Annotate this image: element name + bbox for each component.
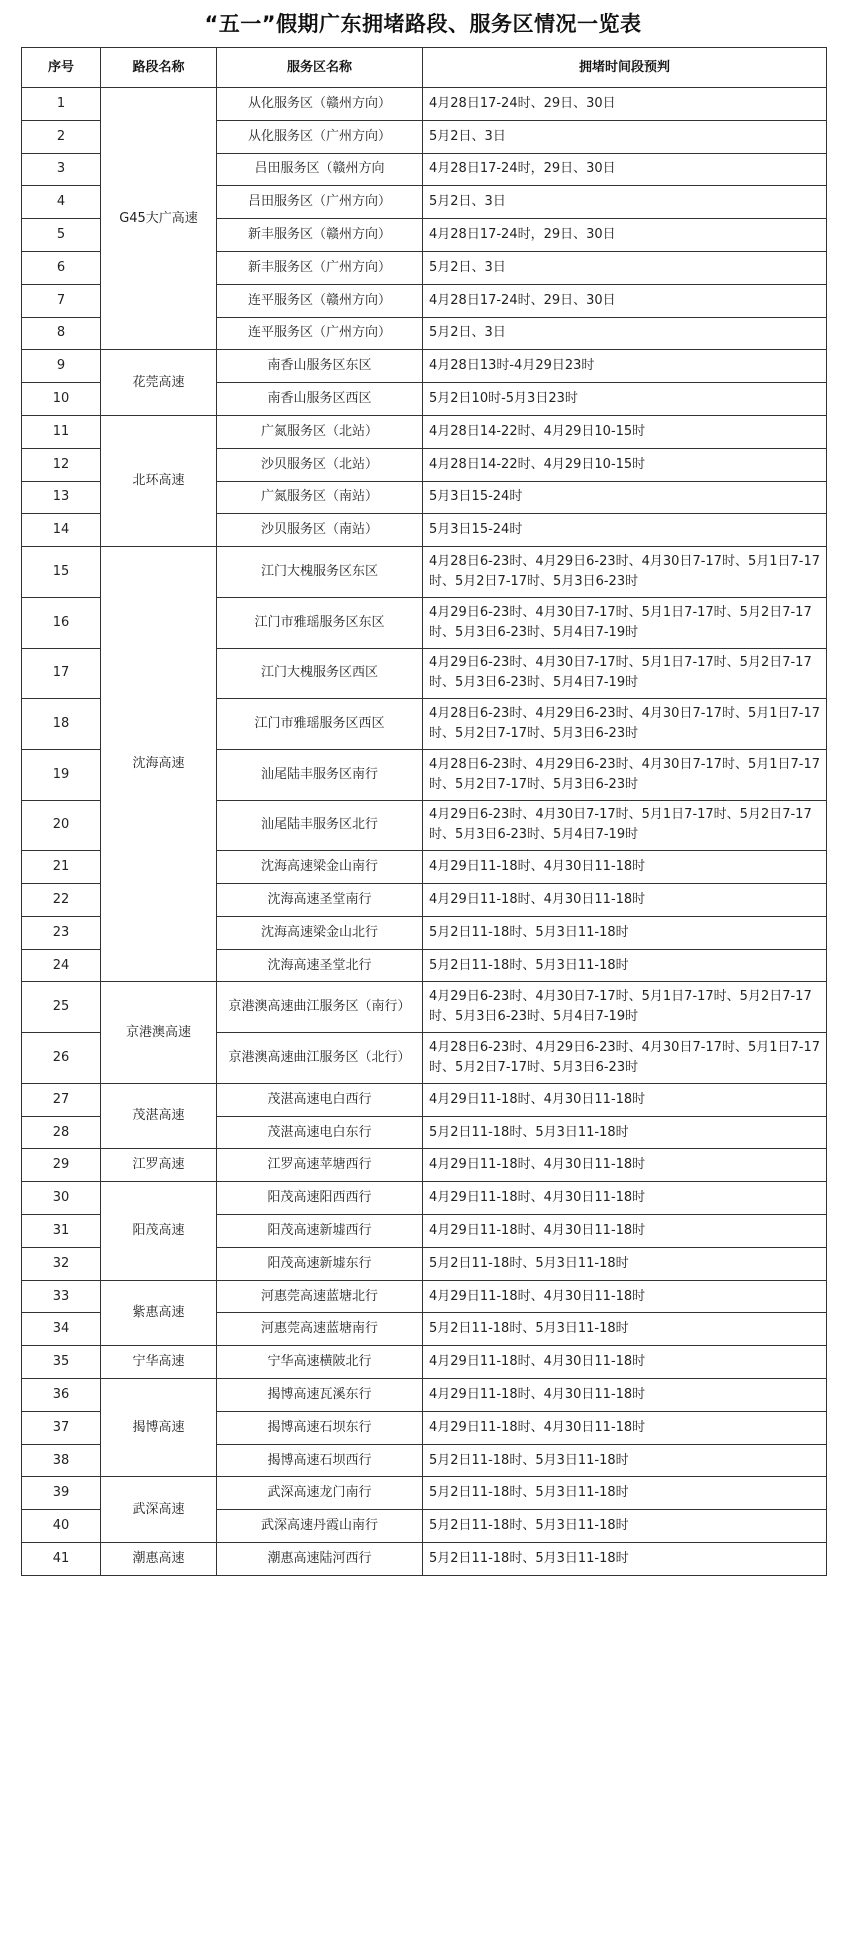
service-area-name: 京港澳高速曲江服务区（南行） xyxy=(217,982,423,1033)
congestion-time: 4月28日14-22时、4月29日10-15时 xyxy=(423,415,827,448)
congestion-time: 4月28日14-22时、4月29日10-15时 xyxy=(423,448,827,481)
row-number: 7 xyxy=(22,284,101,317)
row-number: 13 xyxy=(22,481,101,514)
service-area-name: 河惠莞高速蓝塘南行 xyxy=(217,1313,423,1346)
header-road: 路段名称 xyxy=(101,48,217,88)
row-number: 36 xyxy=(22,1379,101,1412)
row-number: 32 xyxy=(22,1247,101,1280)
header-service: 服务区名称 xyxy=(217,48,423,88)
congestion-time: 4月29日11-18时、4月30日11-18时 xyxy=(423,1411,827,1444)
service-area-name: 广氮服务区（南站） xyxy=(217,481,423,514)
service-area-name: 茂湛高速电白东行 xyxy=(217,1116,423,1149)
table-row xyxy=(22,1346,827,1379)
congestion-time: 4月28日13时-4月29日23时 xyxy=(423,350,827,383)
congestion-time: 4月28日17-24时、29日、30日 xyxy=(423,88,827,121)
table-row xyxy=(22,1477,827,1510)
service-area-name: 沙贝服务区（南站） xyxy=(217,514,423,547)
table-row xyxy=(22,350,827,383)
table-row xyxy=(22,1543,827,1576)
row-number: 18 xyxy=(22,699,101,750)
congestion-time: 4月29日11-18时、4月30日11-18时 xyxy=(423,884,827,917)
congestion-time: 5月2日11-18时、5月3日11-18时 xyxy=(423,1444,827,1477)
road-name: G45大广高速 xyxy=(101,88,217,350)
row-number: 10 xyxy=(22,383,101,416)
congestion-time: 5月2日11-18时、5月3日11-18时 xyxy=(423,1477,827,1510)
service-area-name: 揭博高速石坝西行 xyxy=(217,1444,423,1477)
row-number: 25 xyxy=(22,982,101,1033)
page-title: “五一”假期广东拥堵路段、服务区情况一览表 xyxy=(204,12,642,36)
service-area-name: 南香山服务区西区 xyxy=(217,383,423,416)
congestion-time: 5月2日10时-5月3日23时 xyxy=(423,383,827,416)
row-number: 21 xyxy=(22,851,101,884)
row-number: 1 xyxy=(22,88,101,121)
row-number: 30 xyxy=(22,1182,101,1215)
road-name: 揭博高速 xyxy=(101,1379,217,1477)
service-area-name: 阳茂高速阳西西行 xyxy=(217,1182,423,1215)
row-number: 35 xyxy=(22,1346,101,1379)
service-area-name: 从化服务区（赣州方向） xyxy=(217,88,423,121)
service-area-name: 揭博高速瓦溪东行 xyxy=(217,1379,423,1412)
table-row xyxy=(22,982,827,1033)
service-area-name: 汕尾陆丰服务区北行 xyxy=(217,800,423,851)
row-number: 2 xyxy=(22,120,101,153)
congestion-time: 4月28日17-24时，29日、30日 xyxy=(423,219,827,252)
service-area-name: 茂湛高速电白西行 xyxy=(217,1083,423,1116)
row-number: 28 xyxy=(22,1116,101,1149)
congestion-time: 5月2日11-18时、5月3日11-18时 xyxy=(423,1543,827,1576)
row-number: 5 xyxy=(22,219,101,252)
table-row xyxy=(22,1083,827,1116)
service-area-name: 河惠莞高速蓝塘北行 xyxy=(217,1280,423,1313)
service-area-name: 新丰服务区（赣州方向） xyxy=(217,219,423,252)
road-name: 北环高速 xyxy=(101,415,217,546)
congestion-time: 4月29日11-18时、4月30日11-18时 xyxy=(423,1280,827,1313)
row-number: 39 xyxy=(22,1477,101,1510)
service-area-name: 南香山服务区东区 xyxy=(217,350,423,383)
congestion-time: 4月29日11-18时、4月30日11-18时 xyxy=(423,1346,827,1379)
congestion-time: 4月28日6-23时、4月29日6-23时、4月30日7-17时、5月1日7-17时、5月2日7-17时、5月3日6-23时 xyxy=(423,699,827,750)
service-area-name: 沈海高速梁金山南行 xyxy=(217,851,423,884)
service-area-name: 吕田服务区（赣州方向 xyxy=(217,153,423,186)
row-number: 29 xyxy=(22,1149,101,1182)
service-area-name: 江门市雅瑶服务区东区 xyxy=(217,597,423,648)
row-number: 26 xyxy=(22,1033,101,1084)
road-name: 江罗高速 xyxy=(101,1149,217,1182)
service-area-name: 揭博高速石坝东行 xyxy=(217,1411,423,1444)
congestion-time: 4月28日6-23时、4月29日6-23时、4月30日7-17时、5月1日7-17时、5月2日7-17时、5月3日6-23时 xyxy=(423,749,827,800)
service-area-name: 连平服务区（广州方向） xyxy=(217,317,423,350)
service-area-name: 沈海高速圣堂北行 xyxy=(217,949,423,982)
row-number: 24 xyxy=(22,949,101,982)
congestion-time: 4月29日11-18时、4月30日11-18时 xyxy=(423,1182,827,1215)
row-number: 17 xyxy=(22,648,101,699)
service-area-name: 潮惠高速陆河西行 xyxy=(217,1543,423,1576)
congestion-time: 4月28日17-24时，29日、30日 xyxy=(423,153,827,186)
row-number: 23 xyxy=(22,916,101,949)
congestion-time: 4月28日6-23时、4月29日6-23时、4月30日7-17时、5月1日7-17时、5月2日7-17时、5月3日6-23时 xyxy=(423,547,827,598)
row-number: 6 xyxy=(22,251,101,284)
service-area-name: 新丰服务区（广州方向） xyxy=(217,251,423,284)
service-area-name: 连平服务区（赣州方向） xyxy=(217,284,423,317)
row-number: 38 xyxy=(22,1444,101,1477)
congestion-time: 5月2日、3日 xyxy=(423,186,827,219)
table-body xyxy=(22,88,827,1576)
service-area-name: 江门大槐服务区东区 xyxy=(217,547,423,598)
row-number: 40 xyxy=(22,1510,101,1543)
row-number: 34 xyxy=(22,1313,101,1346)
road-name: 紫惠高速 xyxy=(101,1280,217,1346)
congestion-time: 5月2日、3日 xyxy=(423,251,827,284)
header-no: 序号 xyxy=(22,48,101,88)
table-row xyxy=(22,1149,827,1182)
service-area-name: 汕尾陆丰服务区南行 xyxy=(217,749,423,800)
row-number: 16 xyxy=(22,597,101,648)
service-area-name: 宁华高速横陂北行 xyxy=(217,1346,423,1379)
road-name: 武深高速 xyxy=(101,1477,217,1543)
congestion-time: 5月2日11-18时、5月3日11-18时 xyxy=(423,1116,827,1149)
service-area-name: 武深高速龙门南行 xyxy=(217,1477,423,1510)
congestion-time: 4月28日17-24时、29日、30日 xyxy=(423,284,827,317)
row-number: 4 xyxy=(22,186,101,219)
row-number: 19 xyxy=(22,749,101,800)
row-number: 3 xyxy=(22,153,101,186)
congestion-time: 5月2日、3日 xyxy=(423,120,827,153)
congestion-time: 5月3日15-24时 xyxy=(423,481,827,514)
congestion-time: 4月29日6-23时、4月30日7-17时、5月1日7-17时、5月2日7-17时、5月3日6-23时、5月4日7-19时 xyxy=(423,982,827,1033)
congestion-time: 5月2日11-18时、5月3日11-18时 xyxy=(423,1313,827,1346)
row-number: 41 xyxy=(22,1543,101,1576)
table-row xyxy=(22,88,827,121)
congestion-time: 4月29日6-23时、4月30日7-17时、5月1日7-17时、5月2日7-17时、5月3日6-23时、5月4日7-19时 xyxy=(423,597,827,648)
road-name: 潮惠高速 xyxy=(101,1543,217,1576)
row-number: 37 xyxy=(22,1411,101,1444)
service-area-name: 阳茂高速新墟东行 xyxy=(217,1247,423,1280)
row-number: 33 xyxy=(22,1280,101,1313)
congestion-time: 4月29日11-18时、4月30日11-18时 xyxy=(423,1149,827,1182)
congestion-time: 4月29日6-23时、4月30日7-17时、5月1日7-17时、5月2日7-17时、5月3日6-23时、5月4日7-19时 xyxy=(423,648,827,699)
road-name: 茂湛高速 xyxy=(101,1083,217,1149)
service-area-name: 广氮服务区（北站） xyxy=(217,415,423,448)
table-row xyxy=(22,1379,827,1412)
row-number: 9 xyxy=(22,350,101,383)
road-name: 宁华高速 xyxy=(101,1346,217,1379)
service-area-name: 江罗高速苹塘西行 xyxy=(217,1149,423,1182)
row-number: 27 xyxy=(22,1083,101,1116)
congestion-time: 5月3日15-24时 xyxy=(423,514,827,547)
table-row xyxy=(22,1182,827,1215)
road-name: 沈海高速 xyxy=(101,547,217,982)
table-row xyxy=(22,547,827,598)
service-area-name: 阳茂高速新墟西行 xyxy=(217,1215,423,1248)
service-area-name: 江门市雅瑶服务区西区 xyxy=(217,699,423,750)
congestion-time: 4月28日6-23时、4月29日6-23时、4月30日7-17时、5月1日7-17时、5月2日7-17时、5月3日6-23时 xyxy=(423,1033,827,1084)
service-area-name: 沈海高速圣堂南行 xyxy=(217,884,423,917)
service-area-name: 武深高速丹霞山南行 xyxy=(217,1510,423,1543)
congestion-time: 5月2日11-18时、5月3日11-18时 xyxy=(423,1247,827,1280)
row-number: 8 xyxy=(22,317,101,350)
congestion-time: 4月29日11-18时、4月30日11-18时 xyxy=(423,1215,827,1248)
congestion-time: 5月2日11-18时、5月3日11-18时 xyxy=(423,949,827,982)
congestion-time: 4月29日11-18时、4月30日11-18时 xyxy=(423,1083,827,1116)
congestion-table xyxy=(21,47,827,1576)
row-number: 22 xyxy=(22,884,101,917)
header-time: 拥堵时间段预判 xyxy=(423,48,827,88)
congestion-time: 4月29日6-23时、4月30日7-17时、5月1日7-17时、5月2日7-17时、5月3日6-23时、5月4日7-19时 xyxy=(423,800,827,851)
congestion-time: 5月2日11-18时、5月3日11-18时 xyxy=(423,1510,827,1543)
row-number: 15 xyxy=(22,547,101,598)
congestion-time: 4月29日11-18时、4月30日11-18时 xyxy=(423,1379,827,1412)
service-area-name: 沈海高速梁金山北行 xyxy=(217,916,423,949)
service-area-name: 从化服务区（广州方向） xyxy=(217,120,423,153)
row-number: 31 xyxy=(22,1215,101,1248)
road-name: 阳茂高速 xyxy=(101,1182,217,1280)
row-number: 11 xyxy=(22,415,101,448)
congestion-time: 5月2日、3日 xyxy=(423,317,827,350)
table-header-row xyxy=(22,48,827,88)
road-name: 京港澳高速 xyxy=(101,982,217,1083)
service-area-name: 沙贝服务区（北站） xyxy=(217,448,423,481)
service-area-name: 吕田服务区（广州方向） xyxy=(217,186,423,219)
road-name: 花莞高速 xyxy=(101,350,217,416)
table-row xyxy=(22,415,827,448)
congestion-time: 5月2日11-18时、5月3日11-18时 xyxy=(423,916,827,949)
row-number: 12 xyxy=(22,448,101,481)
row-number: 14 xyxy=(22,514,101,547)
table-row xyxy=(22,1280,827,1313)
row-number: 20 xyxy=(22,800,101,851)
service-area-name: 京港澳高速曲江服务区（北行） xyxy=(217,1033,423,1084)
service-area-name: 江门大槐服务区西区 xyxy=(217,648,423,699)
congestion-time: 4月29日11-18时、4月30日11-18时 xyxy=(423,851,827,884)
